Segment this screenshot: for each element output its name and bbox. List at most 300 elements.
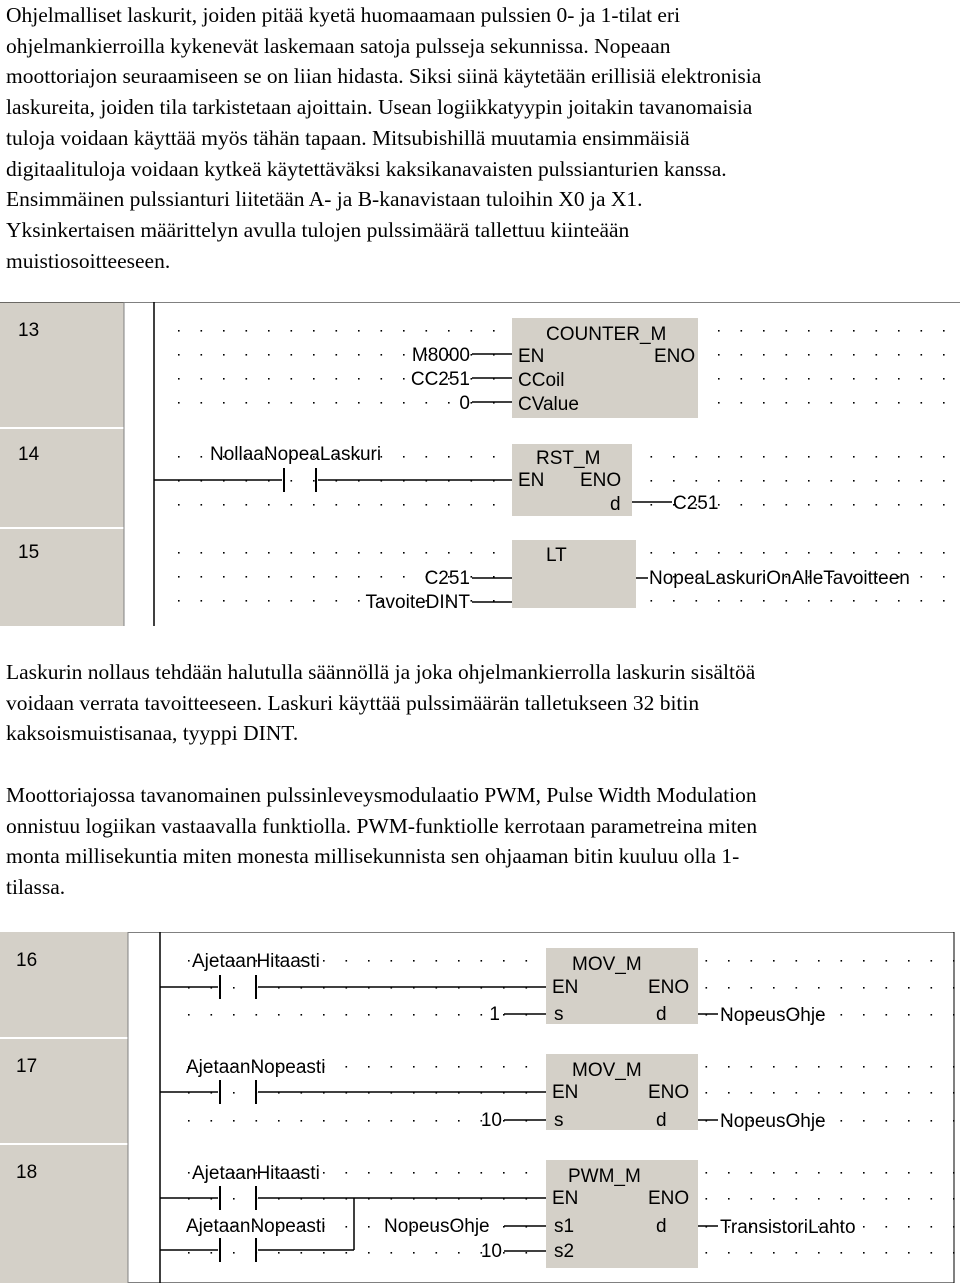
grid-dot — [403, 402, 405, 404]
grid-dot — [741, 600, 743, 602]
grid-dot — [178, 330, 180, 332]
grid-dot — [831, 480, 833, 482]
grid-dot — [336, 504, 338, 506]
grid-dot — [436, 1066, 438, 1068]
grid-dot — [808, 402, 810, 404]
grid-dot — [233, 1092, 235, 1094]
block-name: PWM_M — [568, 1166, 641, 1187]
grid-dot — [706, 1172, 708, 1174]
grid-dot — [413, 1014, 415, 1016]
grid-dot — [201, 576, 203, 578]
grid-dot — [786, 456, 788, 458]
grid-dot — [448, 504, 450, 506]
grid-dot — [391, 1014, 393, 1016]
grid-dot — [818, 987, 820, 989]
grid-dot — [931, 1226, 933, 1228]
grid-dot — [808, 330, 810, 332]
grid-dot — [773, 1172, 775, 1174]
grid-dot — [876, 378, 878, 380]
grid-dot — [188, 1172, 190, 1174]
rung-number: 18 — [16, 1162, 38, 1183]
grid-dot — [751, 1252, 753, 1254]
pin-label: s — [554, 1110, 564, 1131]
grid-dot — [943, 330, 945, 332]
grid-dot — [381, 330, 383, 332]
grid-dot — [403, 552, 405, 554]
grid-dot — [818, 1172, 820, 1174]
rung-number: 15 — [18, 542, 40, 563]
grid-dot — [876, 504, 878, 506]
grid-dot — [921, 552, 923, 554]
grid-dot — [381, 354, 383, 356]
grid-dot — [381, 402, 383, 404]
grid-dot — [841, 1066, 843, 1068]
grid-dot — [728, 1066, 730, 1068]
grid-dot — [718, 354, 720, 356]
grid-dot — [391, 1172, 393, 1174]
text-line: onnistuu logiikan vastaavalla funktiolla. PWM-funktiolle kerrotaan parametreina miten — [6, 813, 758, 838]
grid-dot — [403, 378, 405, 380]
grid-dot — [201, 330, 203, 332]
grid-dot — [291, 354, 293, 356]
grid-dot — [796, 1198, 798, 1200]
grid-dot — [763, 402, 765, 404]
grid-dot — [763, 600, 765, 602]
grid-dot — [876, 354, 878, 356]
output-variable: TransistoriLahto — [720, 1217, 856, 1238]
grid-dot — [178, 600, 180, 602]
grid-dot — [786, 354, 788, 356]
grid-dot — [741, 354, 743, 356]
contact-label: AjetaanNopeasti — [186, 1057, 326, 1078]
grid-dot — [931, 1092, 933, 1094]
pin-label: d — [610, 494, 621, 515]
pin-label: ENO — [648, 1188, 690, 1209]
grid-dot — [358, 378, 360, 380]
grid-dot — [323, 1120, 325, 1122]
grid-dot — [908, 1198, 910, 1200]
grid-dot — [931, 1198, 933, 1200]
grid-dot — [921, 378, 923, 380]
grid-dot — [458, 1172, 460, 1174]
grid-dot — [953, 1226, 955, 1228]
grid-dot — [943, 378, 945, 380]
text-line: muistiosoitteeseen. — [6, 248, 171, 273]
grid-dot — [853, 552, 855, 554]
grid-dot — [178, 456, 180, 458]
grid-dot — [278, 1120, 280, 1122]
grid-dot — [481, 1066, 483, 1068]
grid-dot — [886, 1172, 888, 1174]
grid-dot — [673, 600, 675, 602]
grid-dot — [458, 1066, 460, 1068]
grid-dot — [188, 1252, 190, 1254]
block-name: RST_M — [536, 448, 601, 469]
grid-dot — [346, 1120, 348, 1122]
grid-dot — [706, 1066, 708, 1068]
input-variable: NopeusOhje — [384, 1216, 490, 1237]
pin-label: EN — [552, 1188, 579, 1209]
grid-dot — [886, 1120, 888, 1122]
grid-dot — [256, 1120, 258, 1122]
grid-dot — [921, 456, 923, 458]
rung-number: 13 — [18, 320, 40, 341]
grid-dot — [301, 1120, 303, 1122]
grid-dot — [358, 402, 360, 404]
ladder-diagram-counter — [0, 302, 960, 626]
pin-label: EN — [518, 346, 545, 367]
grid-dot — [763, 354, 765, 356]
text-line: laskureita, joiden tila tarkistetaan ajoittain. Usean logiikkatyypin joitakin tavanomaisia — [6, 95, 753, 120]
grid-dot — [751, 960, 753, 962]
grid-dot — [358, 600, 360, 602]
grid-dot — [201, 504, 203, 506]
grid-dot — [268, 354, 270, 356]
pin-label: EN — [552, 1082, 579, 1103]
input-value: 10 — [480, 1241, 502, 1262]
output-variable: NopeusOhje — [720, 1111, 826, 1132]
grid-dot — [751, 1172, 753, 1174]
grid-dot — [313, 600, 315, 602]
block-name: MOV_M — [572, 954, 642, 975]
grid-dot — [381, 504, 383, 506]
grid-dot — [706, 1252, 708, 1254]
grid-dot — [853, 402, 855, 404]
grid-dot — [313, 552, 315, 554]
grid-dot — [841, 1014, 843, 1016]
grid-dot — [853, 378, 855, 380]
grid-dot — [426, 456, 428, 458]
grid-dot — [201, 378, 203, 380]
grid-dot — [751, 1092, 753, 1094]
grid-dot — [268, 402, 270, 404]
grid-dot — [413, 1120, 415, 1122]
grid-dot — [268, 576, 270, 578]
grid-dot — [413, 960, 415, 962]
grid-dot — [741, 330, 743, 332]
rung-number: 16 — [16, 950, 38, 971]
grid-dot — [818, 1092, 820, 1094]
grid-dot — [323, 1252, 325, 1254]
grid-dot — [786, 504, 788, 506]
grid-dot — [493, 330, 495, 332]
grid-dot — [391, 960, 393, 962]
grid-dot — [246, 552, 248, 554]
grid-dot — [886, 1252, 888, 1254]
grid-dot — [436, 1252, 438, 1254]
grid-dot — [188, 1120, 190, 1122]
grid-dot — [773, 1066, 775, 1068]
grid-dot — [696, 480, 698, 482]
grid-dot — [751, 987, 753, 989]
grid-dot — [481, 1172, 483, 1174]
grid-dot — [201, 402, 203, 404]
grid-dot — [391, 1120, 393, 1122]
grid-dot — [831, 456, 833, 458]
grid-dot — [921, 354, 923, 356]
grid-dot — [256, 1014, 258, 1016]
grid-dot — [211, 1252, 213, 1254]
grid-dot — [493, 552, 495, 554]
text-line: tilassa. — [6, 875, 66, 900]
grid-dot — [323, 1014, 325, 1016]
grid-dot — [651, 504, 653, 506]
grid-dot — [358, 330, 360, 332]
grid-dot — [313, 576, 315, 578]
grid-dot — [201, 456, 203, 458]
grid-dot — [886, 1198, 888, 1200]
grid-dot — [358, 576, 360, 578]
grid-dot — [773, 960, 775, 962]
pin-label: CValue — [518, 394, 579, 415]
input-variable: 0 — [459, 393, 470, 414]
grid-dot — [853, 480, 855, 482]
grid-dot — [223, 354, 225, 356]
grid-dot — [818, 1066, 820, 1068]
grid-dot — [403, 576, 405, 578]
grid-dot — [178, 354, 180, 356]
rung-gutter — [0, 932, 128, 1283]
grid-dot — [381, 378, 383, 380]
grid-dot — [403, 504, 405, 506]
grid-dot — [886, 960, 888, 962]
grid-dot — [291, 378, 293, 380]
grid-dot — [471, 600, 473, 602]
grid-dot — [863, 1120, 865, 1122]
grid-dot — [808, 354, 810, 356]
grid-dot — [426, 330, 428, 332]
grid-dot — [728, 1092, 730, 1094]
grid-dot — [898, 354, 900, 356]
grid-dot — [796, 1172, 798, 1174]
text-line: Laskurin nollaus tehdään halutulla säännöllä ja joka ohjelmankierrolla laskurin sisältöä — [6, 660, 756, 684]
grid-dot — [313, 354, 315, 356]
grid-dot — [876, 600, 878, 602]
grid-dot — [436, 1172, 438, 1174]
grid-dot — [696, 600, 698, 602]
block-name: MOV_M — [572, 1060, 642, 1081]
grid-dot — [898, 552, 900, 554]
grid-dot — [773, 1198, 775, 1200]
grid-dot — [346, 1066, 348, 1068]
grid-dot — [786, 480, 788, 482]
grid-dot — [908, 1066, 910, 1068]
grid-dot — [358, 504, 360, 506]
grid-dot — [728, 1198, 730, 1200]
ladder-diagram-pwm — [0, 932, 960, 1283]
grid-dot — [741, 378, 743, 380]
grid-dot — [291, 402, 293, 404]
grid-dot — [796, 1252, 798, 1254]
grid-dot — [808, 378, 810, 380]
text-line: tuloja voidaan käyttää myös tähän tapaan. Mitsubishillä muutamia ensimmäisiä — [6, 125, 690, 150]
grid-dot — [223, 378, 225, 380]
grid-dot — [853, 330, 855, 332]
text-line: moottoriajon seuraamiseen se on liian hidasta. Siksi siinä käytetään erillisiä elektronisia — [6, 64, 762, 89]
grid-dot — [268, 504, 270, 506]
grid-dot — [471, 552, 473, 554]
grid-dot — [853, 504, 855, 506]
text-line: Moottoriajossa tavanomainen pulssinleveysmodulaatio PWM, Pulse Width Modulation — [6, 783, 757, 807]
pin-label: EN — [518, 470, 545, 491]
grid-dot — [953, 1092, 955, 1094]
grid-dot — [876, 330, 878, 332]
grid-dot — [381, 552, 383, 554]
pin-label: s — [554, 1004, 564, 1025]
grid-dot — [323, 1172, 325, 1174]
pin-label: s1 — [554, 1216, 575, 1237]
grid-dot — [178, 378, 180, 380]
input-variable: TavoiteDINT — [365, 592, 470, 613]
grid-dot — [346, 1014, 348, 1016]
grid-dot — [886, 1066, 888, 1068]
grid-dot — [526, 1252, 528, 1254]
input-value: 10 — [480, 1110, 502, 1131]
grid-dot — [233, 1120, 235, 1122]
grid-dot — [413, 1066, 415, 1068]
grid-dot — [426, 552, 428, 554]
grid-dot — [471, 456, 473, 458]
grid-dot — [673, 552, 675, 554]
grid-dot — [831, 552, 833, 554]
grid-dot — [391, 1252, 393, 1254]
grid-dot — [346, 960, 348, 962]
grid-dot — [706, 1092, 708, 1094]
grid-dot — [863, 1172, 865, 1174]
grid-dot — [898, 480, 900, 482]
grid-dot — [336, 576, 338, 578]
grid-dot — [876, 456, 878, 458]
grid-dot — [853, 600, 855, 602]
grid-dot — [201, 552, 203, 554]
grid-dot — [831, 504, 833, 506]
grid-dot — [763, 330, 765, 332]
grid-dot — [223, 504, 225, 506]
grid-dot — [863, 1066, 865, 1068]
grid-dot — [853, 354, 855, 356]
grid-dot — [526, 1172, 528, 1174]
grid-dot — [268, 552, 270, 554]
text-line: Yksinkertaisen määrittelyn avulla tulojen pulssimäärä tallettuu kiinteään — [6, 217, 630, 242]
grid-dot — [953, 1014, 955, 1016]
grid-dot — [728, 960, 730, 962]
grid-dot — [448, 552, 450, 554]
grid-dot — [741, 504, 743, 506]
pin-label: ENO — [648, 1082, 690, 1103]
grid-dot — [448, 456, 450, 458]
text-line: monta millisekuntia miten monesta millisekunnista sen ohjaaman bitin kuuluu olla 1- — [6, 844, 740, 869]
grid-dot — [808, 504, 810, 506]
grid-dot — [818, 1252, 820, 1254]
grid-dot — [831, 600, 833, 602]
grid-dot — [458, 1120, 460, 1122]
pin-label: ENO — [654, 346, 696, 367]
grid-dot — [426, 504, 428, 506]
grid-dot — [381, 576, 383, 578]
grid-dot — [921, 504, 923, 506]
grid-dot — [323, 960, 325, 962]
grid-dot — [818, 1198, 820, 1200]
grid-dot — [336, 354, 338, 356]
grid-dot — [943, 552, 945, 554]
grid-dot — [413, 1172, 415, 1174]
grid-dot — [301, 1014, 303, 1016]
grid-dot — [751, 1066, 753, 1068]
grid-dot — [346, 1172, 348, 1174]
grid-dot — [718, 456, 720, 458]
grid-dot — [426, 402, 428, 404]
text-line: kaksoismuistisanaa, tyyppi DINT. — [6, 721, 299, 746]
grid-dot — [706, 1198, 708, 1200]
pin-label: ENO — [580, 470, 622, 491]
grid-dot — [796, 1066, 798, 1068]
grid-dot — [841, 1252, 843, 1254]
grid-dot — [931, 1172, 933, 1174]
intro-paragraph — [6, 0, 954, 276]
grid-dot — [908, 987, 910, 989]
grid-dot — [763, 504, 765, 506]
grid-dot — [481, 1014, 483, 1016]
grid-dot — [876, 402, 878, 404]
grid-dot — [841, 987, 843, 989]
grid-dot — [178, 402, 180, 404]
grid-dot — [471, 402, 473, 404]
grid-dot — [368, 1252, 370, 1254]
contact-label: AjetaanNopeasti — [186, 1216, 326, 1237]
grid-dot — [818, 960, 820, 962]
grid-dot — [673, 480, 675, 482]
grid-dot — [211, 1120, 213, 1122]
ladder-svg-1 — [0, 302, 960, 626]
grid-dot — [313, 480, 315, 482]
grid-dot — [368, 1066, 370, 1068]
contact-label: NollaaNopeaLaskuri — [210, 444, 382, 465]
grid-dot — [728, 987, 730, 989]
grid-dot — [358, 354, 360, 356]
grid-dot — [841, 1172, 843, 1174]
grid-dot — [886, 987, 888, 989]
grid-dot — [651, 552, 653, 554]
grid-dot — [436, 1120, 438, 1122]
grid-dot — [233, 1252, 235, 1254]
grid-dot — [503, 1066, 505, 1068]
grid-dot — [953, 987, 955, 989]
grid-dot — [493, 504, 495, 506]
grid-dot — [841, 1092, 843, 1094]
grid-dot — [336, 600, 338, 602]
grid-dot — [898, 504, 900, 506]
grid-dot — [863, 1014, 865, 1016]
pwm-paragraph — [6, 780, 954, 903]
grid-dot — [436, 1014, 438, 1016]
grid-dot — [246, 378, 248, 380]
pin-label: CCoil — [518, 370, 565, 391]
grid-dot — [931, 1066, 933, 1068]
input-value: 1 — [489, 1004, 500, 1025]
grid-dot — [223, 330, 225, 332]
grid-dot — [706, 987, 708, 989]
grid-dot — [368, 1014, 370, 1016]
grid-dot — [436, 960, 438, 962]
grid-dot — [696, 456, 698, 458]
grid-dot — [886, 1092, 888, 1094]
grid-dot — [268, 378, 270, 380]
grid-dot — [471, 330, 473, 332]
grid-dot — [908, 960, 910, 962]
grid-dot — [863, 1092, 865, 1094]
grid-dot — [808, 552, 810, 554]
grid-dot — [246, 354, 248, 356]
